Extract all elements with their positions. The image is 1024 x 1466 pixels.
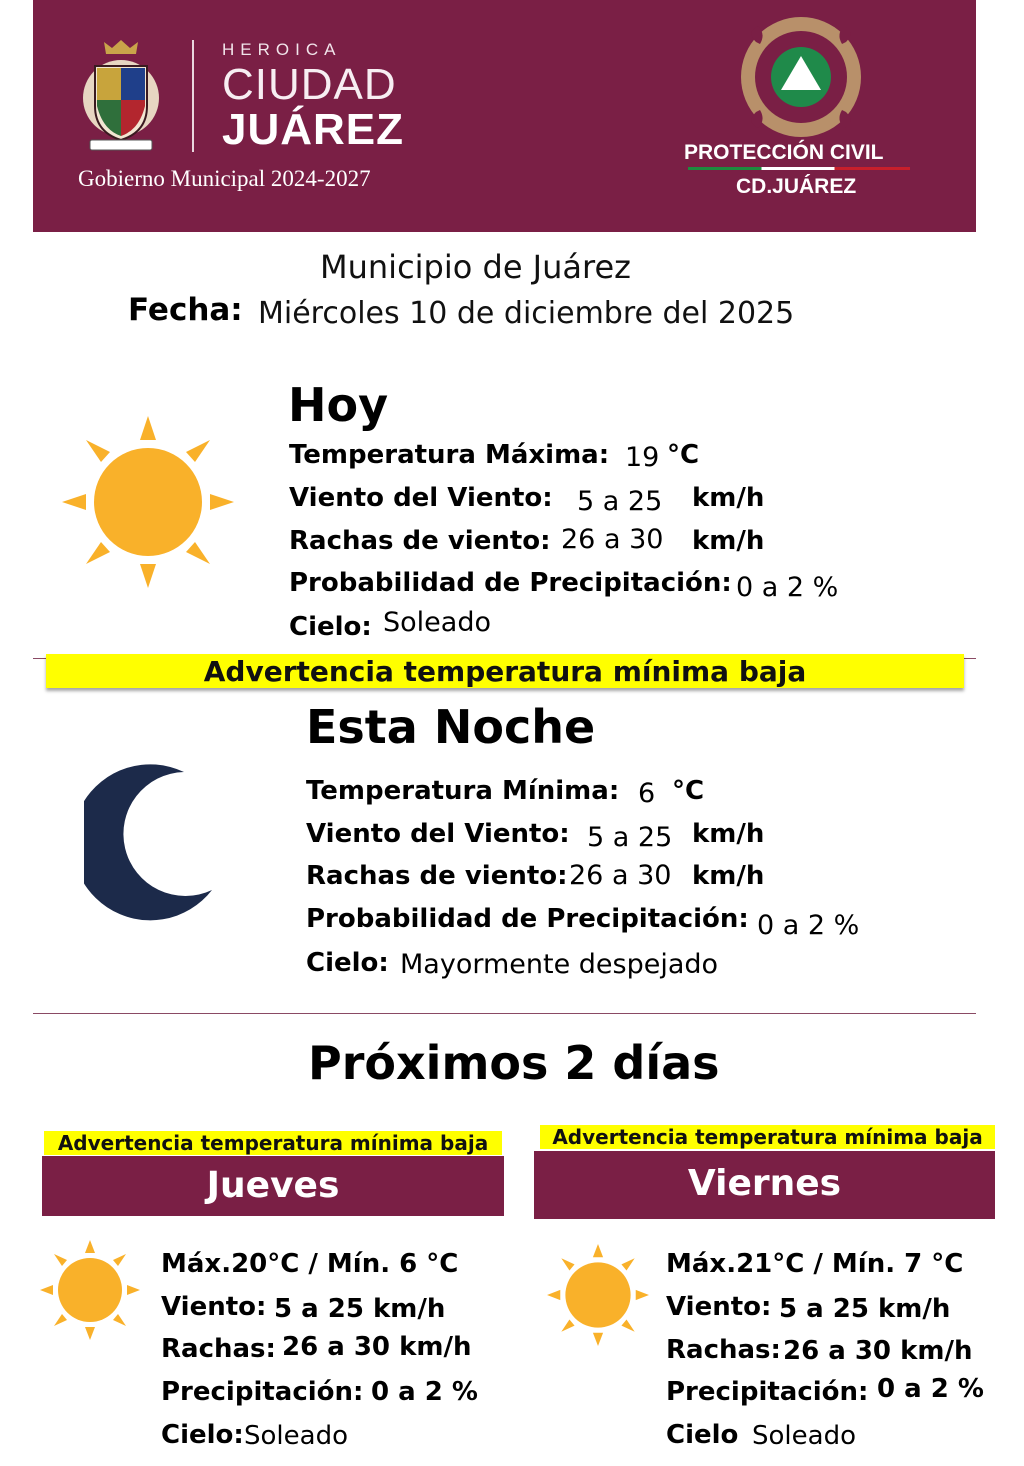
hoy-cielo-value: Soleado — [383, 607, 491, 638]
noche-viento-unit: km/h — [692, 819, 765, 849]
hoy-temp-value: 19 — [625, 442, 660, 473]
jueves-viento-label: Viento: — [161, 1292, 267, 1322]
proteccion-civil-logo-icon — [736, 12, 866, 142]
jueves-precip-value: 0 a 2 % — [371, 1377, 478, 1407]
fecha-label: Fecha: — [128, 292, 243, 328]
hoy-viento-label: Viento del Viento: — [289, 483, 553, 513]
sun-icon — [46, 410, 242, 594]
hoy-rachas-unit: km/h — [692, 526, 765, 556]
hoy-rachas-label: Rachas de viento: — [289, 526, 551, 556]
proteccion-civil-subtitle: CD.JUÁREZ — [736, 175, 857, 198]
jueves-cielo-value: Soleado — [244, 1421, 348, 1451]
viernes-precip-label: Precipitación: — [666, 1377, 869, 1407]
hoy-temp-unit: °C — [667, 440, 700, 470]
day-header-viernes: Viernes — [534, 1151, 995, 1219]
section-title-esta-noche: Esta Noche — [306, 700, 596, 754]
noche-precip-value: 0 a 2 % — [757, 910, 860, 941]
jueves-cielo-label: Cielo: — [161, 1420, 244, 1450]
jueves-maxmin: Máx.20°C / Mín. 6 °C — [161, 1249, 459, 1279]
hoy-precip-label: Probabilidad de Precipitación: — [289, 568, 732, 598]
noche-rachas-value: 26 a 30 — [569, 860, 672, 891]
hoy-viento-value: 5 a 25 — [577, 486, 663, 517]
jueves-viento-value: 5 a 25 km/h — [274, 1294, 446, 1324]
proteccion-civil-title: PROTECCIÓN CIVIL — [684, 141, 884, 164]
section-divider — [33, 1013, 976, 1014]
warning-banner-viernes: Advertencia temperatura mínima baja — [540, 1125, 995, 1149]
hoy-viento-unit: km/h — [692, 483, 765, 513]
noche-rachas-unit: km/h — [692, 861, 765, 891]
sun-icon — [545, 1242, 651, 1348]
section-title-proximos: Próximos 2 días — [308, 1036, 720, 1090]
logo-ciudad-text: CIUDAD — [222, 60, 397, 109]
noche-temp-unit: °C — [672, 776, 705, 806]
viernes-viento-label: Viento: — [666, 1292, 772, 1322]
noche-precip-label: Probabilidad de Precipitación: — [306, 904, 749, 934]
noche-temp-label: Temperatura Mínima: — [306, 776, 620, 806]
jueves-rachas-value: 26 a 30 km/h — [282, 1332, 472, 1362]
jueves-rachas-label: Rachas: — [161, 1334, 276, 1364]
hoy-cielo-label: Cielo: — [289, 612, 372, 642]
viernes-cielo-value: Soleado — [752, 1421, 856, 1451]
logo-juarez-text: JUÁREZ — [222, 105, 405, 154]
sun-icon — [38, 1238, 142, 1342]
warning-banner-jueves: Advertencia temperatura mínima baja — [44, 1131, 502, 1155]
logo-heroica-text: HEROICA — [222, 40, 342, 59]
noche-viento-label: Viento del Viento: — [306, 819, 570, 849]
viernes-rachas-label: Rachas: — [666, 1335, 781, 1365]
viernes-maxmin: Máx.21°C / Mín. 7 °C — [666, 1249, 964, 1279]
warning-banner-main: Advertencia temperatura mínima baja — [46, 654, 964, 688]
jueves-precip-label: Precipitación: — [161, 1377, 364, 1407]
coat-of-arms-icon — [78, 36, 164, 156]
moon-icon — [84, 762, 216, 930]
noche-temp-value: 6 — [638, 778, 656, 809]
tricolor-line — [688, 167, 910, 170]
header-divider — [192, 40, 194, 152]
noche-viento-value: 5 a 25 — [587, 822, 673, 853]
noche-cielo-value: Mayormente despejado — [400, 949, 719, 980]
hoy-precip-value: 0 a 2 % — [736, 572, 839, 603]
viernes-precip-value: 0 a 2 % — [877, 1374, 984, 1404]
viernes-viento-value: 5 a 25 km/h — [779, 1294, 951, 1324]
viernes-cielo-label: Cielo — [666, 1420, 739, 1450]
hoy-rachas-value: 26 a 30 — [561, 524, 664, 555]
municipio-title: Municipio de Juárez — [320, 248, 631, 286]
noche-rachas-label: Rachas de viento: — [306, 861, 568, 891]
hoy-temp-label: Temperatura Máxima: — [289, 440, 610, 470]
fecha-value: Miércoles 10 de diciembre del 2025 — [258, 296, 795, 331]
section-title-hoy: Hoy — [288, 378, 389, 432]
viernes-rachas-value: 26 a 30 km/h — [783, 1336, 973, 1366]
gobierno-municipal-text: Gobierno Municipal 2024-2027 — [78, 166, 371, 191]
day-header-jueves: Jueves — [42, 1156, 504, 1216]
noche-cielo-label: Cielo: — [306, 948, 389, 978]
